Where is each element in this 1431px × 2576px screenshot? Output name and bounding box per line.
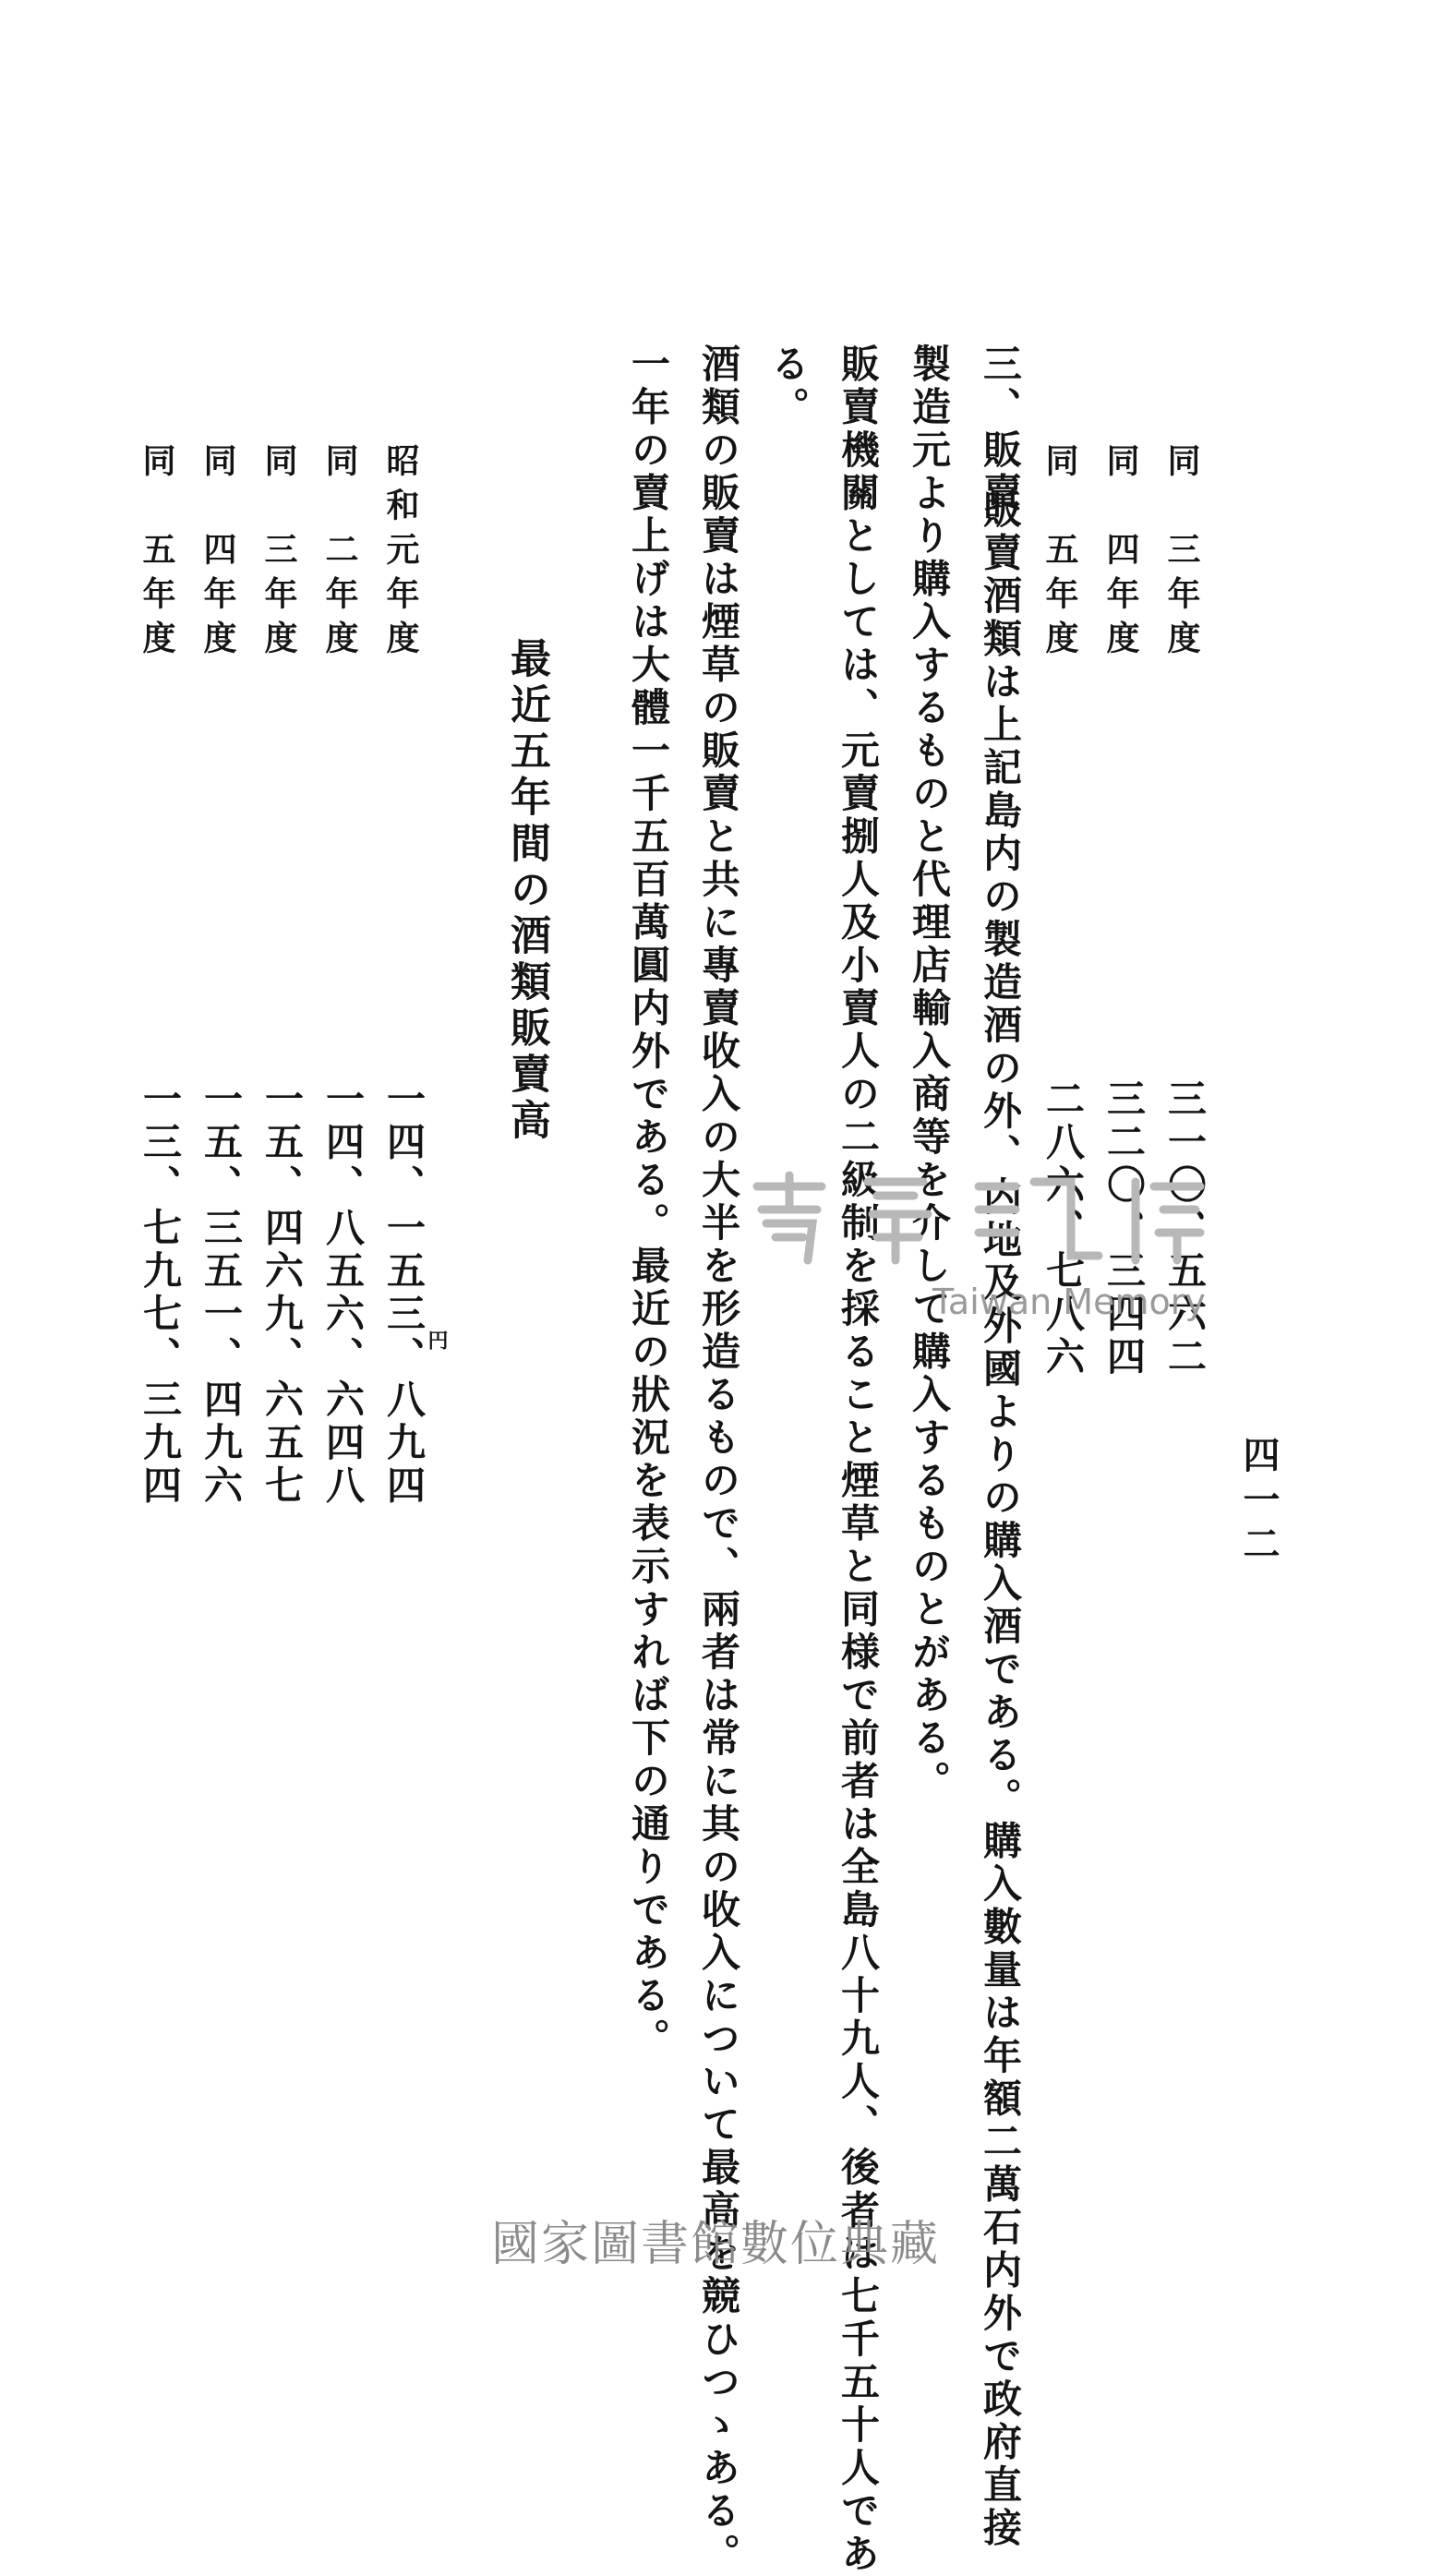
section-para-3-line-1: 酒類の販賣は煙草の販賣と共に專賣收入の大半を形造るもので、兩者は常に其の收入について最高を競ひつゝある。 [696, 343, 741, 2576]
purchase-amount-2: 三二〇、三四四 [1101, 1078, 1147, 1379]
sales-year-1: 昭和元年度 [381, 443, 420, 665]
section-para-1-line-2: 製造元より購入するものと代理店輸入商等を介して購入するものとがある。 [907, 343, 952, 1803]
purchase-amount-3: 二八六、七八六 [1040, 1078, 1086, 1379]
sales-amount-4: 一五、三五一、四九六 [198, 1078, 244, 1508]
page-number: 四一二 [1237, 1436, 1281, 1569]
purchase-year-1: 同 三年度 [1162, 443, 1201, 665]
section-para-1-line-1: 販賣酒類は上記島内の製造酒の外、内地及外國よりの購入酒である。購入數量は年額二萬石内外で政府直接 [978, 489, 1023, 2550]
sales-year-3: 同 三年度 [259, 443, 298, 665]
sales-year-5: 同 五年度 [138, 443, 176, 665]
sales-amount-1: 一四、一五三、八九四 [381, 1078, 427, 1508]
purchase-year-2: 同 四年度 [1101, 443, 1140, 665]
sales-amount-2: 一四、八五六、六四八 [320, 1078, 366, 1508]
watermark-text: Taiwan Memory [932, 1282, 1206, 1322]
sales-unit: 円 [425, 1330, 449, 1350]
section-heading: 三、販賣 [978, 343, 1023, 515]
sales-year-2: 同 二年度 [320, 443, 359, 665]
purchase-amount-1: 三一〇、五六二 [1162, 1078, 1208, 1379]
footer-archive-label: 國家圖書館數位典藏 [490, 2217, 940, 2272]
section-para-2-line-2: る。 [765, 343, 811, 429]
sales-amount-5: 一三、七九七、三九四 [138, 1078, 183, 1508]
sales-year-4: 同 四年度 [198, 443, 237, 665]
purchase-year-3: 同 五年度 [1040, 443, 1079, 665]
section-para-2-line-1: 販賣機關としては、元賣捌人及小賣人の二級制を採ること煙草と同様で前者は全島八十九人、後者は七千五十人であ [836, 343, 881, 2576]
section-para-3-line-2: 一年の賣上げは大體一千五百萬圓内外である。最近の狀況を表示すれば下の通りである。 [626, 343, 671, 2061]
taiwan-memory-logo-icon [739, 1168, 1219, 1270]
sales-amount-3: 一五、四六九、六五七 [259, 1078, 305, 1508]
sales-table-title: 最近五年間の酒類販賣高 [503, 637, 550, 1145]
